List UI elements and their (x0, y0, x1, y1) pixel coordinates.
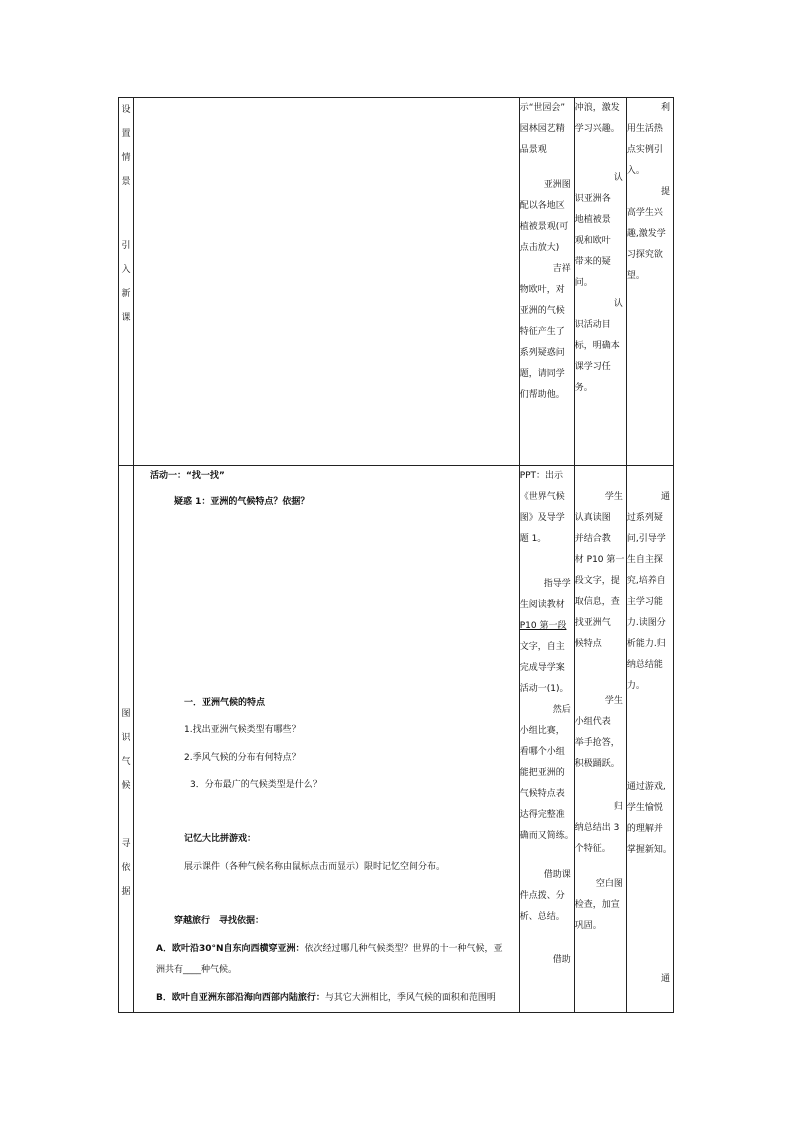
text-line: 通 (660, 974, 670, 984)
text-line: 望。 (626, 271, 645, 281)
text-line: 通 (660, 492, 670, 502)
text-line: 力。 (626, 681, 645, 691)
text-line: 识活动目 (574, 320, 611, 330)
text-line: 认 (613, 173, 623, 183)
student-cell-activity (574, 466, 626, 1013)
stage-cell-activity (119, 466, 134, 1013)
text-line: 积极踊跃。 (574, 759, 620, 769)
text-line: 亚洲的气候 (519, 306, 565, 316)
text-line: 品景观 (519, 145, 547, 155)
travel-a-text: 依次经过哪几种气候类型？世界的十一种气候，亚 (304, 944, 503, 954)
text-line: 学生 (604, 696, 623, 706)
stage-char: 候 (121, 781, 131, 791)
stage-char: 景 (121, 177, 131, 187)
text-line: 通过游戏, (626, 782, 666, 792)
text-line: 系列疑惑问 (519, 348, 565, 358)
text-line: 务。 (574, 383, 593, 393)
text-line: 生自主探 (626, 555, 663, 565)
text-line: 力.读图分 (626, 618, 666, 628)
text-line: 然后 (552, 705, 571, 715)
text-line: 活动一(1)。 (519, 684, 569, 694)
stage-char: 寻 (121, 839, 131, 849)
student-cell-intro (574, 98, 626, 466)
text-line: 观和欧叶 (574, 236, 611, 246)
text-line: PPT：出示 (519, 471, 564, 481)
text-line: 图》及导学 (519, 513, 565, 523)
text-line: 题，请同学 (519, 369, 565, 379)
text-line: 示“世园会” (519, 103, 566, 113)
text-line: P10 第一段 (519, 621, 567, 631)
text-line: 利 (660, 103, 670, 113)
text-line: 文字，自主 (519, 642, 565, 652)
text-line: 归 (613, 802, 623, 812)
text-line: 段文字，提 (574, 576, 620, 586)
text-line: 巩固。 (574, 921, 602, 931)
stage-char: 图 (121, 709, 131, 719)
text-line: 借助课 (543, 870, 571, 880)
table-row-activity (119, 466, 674, 1013)
text-line: 园林园艺精 (519, 124, 565, 134)
text-line: 带来的疑 (574, 257, 611, 267)
text-line: 点击放大) (519, 243, 560, 253)
travel-title: 穿越旅行 寻找依据： (174, 916, 265, 926)
text-line: 看哪个小组 (519, 747, 565, 757)
text-line: 课学习任 (574, 362, 611, 372)
stage-char: 设 (121, 105, 131, 115)
text-line: 学生 (604, 492, 623, 502)
table-row-intro (119, 98, 674, 466)
stage-char: 识 (121, 733, 131, 743)
text-line: 借助 (552, 955, 571, 965)
text-line: 举手抢答， (574, 738, 620, 748)
text-line: 达得完整准 (519, 810, 565, 820)
lesson-plan-table (118, 97, 674, 1013)
travel-a-prefix: 洲共有 (156, 965, 184, 975)
stage-char: 新 (121, 289, 131, 299)
text-line: 高学生兴 (626, 208, 663, 218)
stage-char: 气 (121, 757, 131, 767)
text-line: 的理解并 (626, 824, 663, 834)
content-cell-activity (134, 466, 520, 1013)
text-line: 并结合教 (574, 534, 611, 544)
text-line: 主学习能 (626, 597, 663, 607)
text-line: 析、总结。 (519, 912, 565, 922)
text-line: 认真读图 (574, 513, 611, 523)
text-line: 问。 (574, 278, 593, 288)
fill-blank: ____ (183, 965, 202, 975)
question-item: 2.季风气候的分布有何特点？ (184, 753, 301, 763)
text-line: 取信息，查 (574, 597, 620, 607)
text-line: 能把亚洲的 (519, 768, 565, 778)
stage-char: 依 (121, 863, 131, 873)
activity-title: 活动一：“找一找” (150, 471, 225, 481)
text-line: 指导学 (543, 579, 571, 589)
text-line: 亚洲图 (543, 180, 571, 190)
text-line: 材 P10 第一 (574, 555, 625, 565)
memory-game-text: 展示课件（各种气候名称由鼠标点击而显示）限时记忆空间分布。 (184, 862, 446, 872)
text-line: 题 1。 (519, 534, 547, 544)
text-line: 物欧叶，对 (519, 285, 565, 295)
text-line: 确而又简练。 (519, 831, 574, 841)
travel-a-label: A．欧叶沿30°N自东向西横穿亚洲： (156, 944, 305, 954)
text-line: 生阅读教材 (519, 600, 565, 610)
content-cell-intro (134, 98, 520, 466)
text-line: 点实例引 (626, 145, 663, 155)
stage-char: 置 (121, 129, 131, 139)
text-line: 们帮助他。 (519, 390, 565, 400)
intent-cell-intro (626, 98, 673, 466)
text-line: 气候特点表 (519, 789, 565, 799)
text-line: 特征产生了 (519, 327, 565, 337)
text-line: 个特征。 (574, 844, 611, 854)
text-line: 纳总结能 (626, 660, 663, 670)
text-line: 识亚洲各 (574, 194, 611, 204)
text-line: 吉祥 (552, 264, 571, 274)
text-line: 空白图 (595, 879, 623, 889)
stage-char: 据 (121, 887, 131, 897)
question-heading: 疑惑 1：亚洲的气候特点？依据？ (174, 497, 310, 507)
text-line: 掌握新知。 (626, 845, 672, 855)
travel-a-suffix: 种气候。 (201, 965, 238, 975)
stage-cell-intro (119, 98, 134, 466)
text-line: 究,培养自 (626, 576, 666, 586)
question-item: 3．分布最广的气候类型是什么？ (190, 780, 322, 790)
text-line: 学习兴趣。 (574, 124, 620, 134)
teacher-cell-activity (519, 466, 574, 1013)
section-heading: 一．亚洲气候的特点 (184, 698, 266, 708)
text-line: 问,引导学 (626, 534, 666, 544)
text-line: 植被景观(可 (519, 222, 569, 232)
text-line: 提 (660, 187, 670, 197)
text-line: 完成导学案 (519, 663, 565, 673)
stage-char: 入 (121, 265, 131, 275)
text-line: 纳总结出 3 (574, 823, 620, 833)
text-line: 习探究欲 (626, 250, 663, 260)
text-line: 候特点 (574, 639, 602, 649)
travel-b (156, 988, 496, 1009)
travel-a-continued (156, 960, 237, 981)
text-line: 趣,激发学 (626, 229, 666, 239)
text-line: 冲浪，激发 (574, 103, 620, 113)
text-line: 《世界气候 (519, 492, 565, 502)
travel-b-text: 与其它大洲相比，季风气候的面积和范围明 (324, 993, 496, 1003)
text-line: 标，明确本 (574, 341, 620, 351)
text-line: 过系列疑 (626, 513, 663, 523)
text-line: 析能力.归 (626, 639, 666, 649)
teacher-cell-intro (519, 98, 574, 466)
text-line: 地植被景 (574, 215, 611, 225)
stage-char: 引 (121, 241, 131, 251)
text-line: 小组代表 (574, 717, 611, 727)
text-line: 找亚洲气 (574, 618, 611, 628)
stage-char: 情 (121, 153, 131, 163)
memory-game-title: 记忆大比拼游戏： (184, 834, 257, 844)
intent-cell-activity (626, 466, 673, 1013)
text-line: 小组比赛， (519, 726, 565, 736)
stage-char: 课 (121, 313, 131, 323)
text-line: 认 (613, 299, 623, 309)
text-line: 用生活热 (626, 124, 663, 134)
question-item: 1.找出亚洲气候类型有哪些？ (184, 725, 301, 735)
text-line: 件点拨、分 (519, 891, 565, 901)
travel-b-label: B．欧叶自亚洲东部沿海向西部内陆旅行： (156, 993, 325, 1003)
text-line: 配以各地区 (519, 201, 565, 211)
text-line: 入。 (626, 166, 645, 176)
travel-a (156, 939, 503, 960)
text-line: 检查，加宣 (574, 900, 620, 910)
text-line: 学生愉悦 (626, 803, 663, 813)
